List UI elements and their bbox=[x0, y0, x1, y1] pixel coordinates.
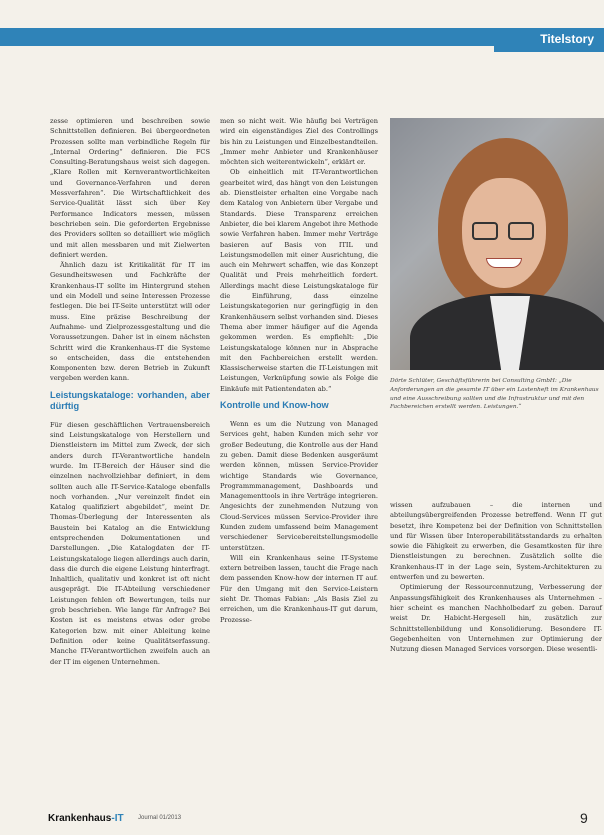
paragraph: Für diesen geschäftlichen Vertrauensbereich sind Leistungskataloge von Herstellern und Dienstleistern im Mittel zum Zweck, der sich anders durch IT-Verantwortliche handeln wurde. Im IT-Bereich der Häuser sind die einzelnen nachvollziehbar definiert, in dem sollten auch alle IT-Service-Kataloge ebenfalls noch vorhanden. „Nur vereinzelt findet ein Katalog qualifiziert abgebildet“, meint Dr. Thomas-Überlegung der Interessenten als Baustein bei Katalog an die Entwicklung entsprechenden Dokumentationen und Darstellungen. „Die Katalogdaten der IT-Leistungskataloge liegen allerdings auch darin, dass die durch die eigene Leistung hinterfragt. Inhaltlich, qualitativ und konkret ist oft nicht ausgeprägt. Die IT-Abteilung verschiedener Leistungen fehlen oft Bewertungen, teils nur grob beschrieben. Wie lange für Anfrage? Bei Kosten ist es meistens etwas oder grobe Kategorien bzw. mit einer Ableitung keine Definition oder keine Qualitätserfassung. Manche IT-Verantwortlichen zweifeln auch an der IT im eigenen Unternehmen. bbox=[50, 420, 210, 666]
magazine-logo bbox=[48, 813, 124, 824]
paragraph: Optimierung der Ressourcennutzung, Verbesserung der Anpassungsfähigkeit des Krankenhauses als Unternehmen – hier scheint es manchen Nachholbedarf zu geben. Darauf weist Dr. Habicht-Hergesell hin, zusätzlich zur Schnittstellenbildung und Konsolidierung. Besondere IT-Gegebenheiten von Unternehmen zur Optimierung der Nutzung diesen Managed Services vorsorgen. Diese wesentli- bbox=[390, 583, 602, 654]
section-heading: Kontrolle und Know-how bbox=[220, 400, 329, 411]
paragraph: zesse optimieren und beschreiben sowie Schnittstellen definieren. Bei übergeordneten Prozessen sollte man verbindliche Regeln für „Internal Ordering“ definieren. Die FCS Consulting-Beratungshaus weist sich dagegen. „Klare Rollen mit Kernverantwortlichkeiten und Governance-Verfahren und deren Messverfahren“. Die Wirtschaftlichkeit des Service-Qualität lässt sich über Key Performance Indicators messen, müssen beschrieben sein. Die geforderten Ergebnisse des Providers sollten so detailliert wie möglich und mit allen messbaren und mit Zielwerten definiert werden. bbox=[50, 117, 210, 259]
paragraph: Will ein Krankenhaus seine IT-Systeme extern betreiben lassen, taucht die Frage nach dem passenden Know-how der internen IT auf. Für den Umgang mit den Service-Leistern sieht Dr. Thomas Fabian: „Als Basis Ziel zu erreichen, um die Krankenhaus-IT gut darum, Prozesse- bbox=[220, 553, 378, 624]
section-tab: Titelstory bbox=[494, 28, 604, 52]
article-column-3 bbox=[390, 500, 602, 654]
article-column-2 bbox=[220, 116, 378, 625]
logo-text: Krankenhaus bbox=[48, 813, 112, 824]
article-column-1 bbox=[50, 116, 210, 667]
paragraph: Ähnlich dazu ist Kritikalität für IT im Gesundheitswesen und Fachkräfte der Krankenhaus-IT sollte im Hintergrund stehen und ein Modell und seine Interessen Prozesse festlegen. Die bei IT-Seite unterstützt will oder muss. Eine präzise Beschreibung der Aufnahme- und Zielprozessgestaltung und die Voraussetzungen. Daher ist in einem nächsten Schritt wird die Krankenhaus-IT die Systeme so entscheiden, dass die entstehenden Komponenten bzw. deren Betrieb in Zukunft vergeben werden kann. bbox=[50, 261, 210, 383]
page-number: 9 bbox=[580, 810, 588, 826]
paragraph: Wenn es um die Nutzung von Managed Services geht, haben Kunden mich sehr vor großer Bedeutung, die Kontrolle aus der Hand zu geben. Damit diese Bedenken ausgeräumt werden können, müssen Service-Provider wichtige Standards wie Governance, Programmmanagement, Dashboards und Managementtools in ihre Verträge integrieren. Angesichts der zunehmenden Nutzung von Cloud-Services müssen Service-Provider ihre Kunden zudem umfassend beim Management verschiedener Servicebereitstellungsmodelle unterstützen. bbox=[220, 420, 378, 552]
paragraph: men so nicht weit. Wie häufig bei Verträgen wird ein eigenständiges Ziel des Controllings bis hin zu Leistungen und Einzelbestandteilen. „Immer mehr Anbieter und Krankenhäuser möchten sich weiterentwickeln“, erklärt er. bbox=[220, 117, 378, 167]
paragraph: wissen aufzubauen – die internen und abteilungsübergreifenden Prozesse betreffend. Wenn IT gut besetzt, ihre Kompetenz bei der Definition von Schnittstellen und für Wissen über Interoperabilitätsstandards zu erhalten sowie die Fähigkeit zu erwerben, die Gesamtkosten für ihre Dienstleistungen zu berechnen. Zusätzlich sollte die Krankenhaus-IT in der Lage sein, System-Architekturen zu entwerfen und zu bewerten. bbox=[390, 501, 602, 582]
photo-caption: Dörte Schlüter, Geschäftsführerin bei Consulting GmbH: „Die Anforderungen an die gesamte IT über ein Lastenheft im Krankenhaus und eine Ausschreibung sollten und die Infrastruktur und mit den Fachbereichen erstellt werden. Leistungen.“ bbox=[390, 378, 599, 411]
logo-accent: -IT bbox=[111, 813, 124, 824]
portrait-photo bbox=[390, 118, 604, 370]
section-heading: Leistungskataloge: vorhanden, aber dürftig bbox=[50, 389, 210, 411]
paragraph: Ob einheitlich mit IT-Verantwortlichen gearbeitet wird, das hängt von den Leistungen ab. Dienstleister erhalten eine Vorgabe nach dem Katalog von Anbietern über Vergabe und Standards. Diese Transparenz erreichen Anbieter, die bei klarem Angebot ihre Methode sowie Verfahren haben. Immer mehr Verträge basieren auf Basis von ITIL und Leistungsmodellen mit einer Ausrichtung, die auch ein Mehrwert schaffen, wie das Konzept Qualität und Preis mehrheitlich fordert. Allerdings macht diese Leistungskataloge für die Einführung, dass einzelne Leistungskategorien nur geringfügig in den Krankenhäusern selbst vorhanden sind. Dieses Thema aber immer häufiger auf die Agenda gekommen werden. Es empfiehlt: „Die Leistungskataloge können nur in Absprache mit den Fachbereichen erstellt werden. Klassischerweise starten die IT-Leistungen mit Leistungen, Verknüpfung sowie als Folge die Einkäufe mit Patientendaten ab.“ bbox=[220, 168, 378, 393]
issue-label: Journal 01/2013 bbox=[138, 815, 182, 821]
